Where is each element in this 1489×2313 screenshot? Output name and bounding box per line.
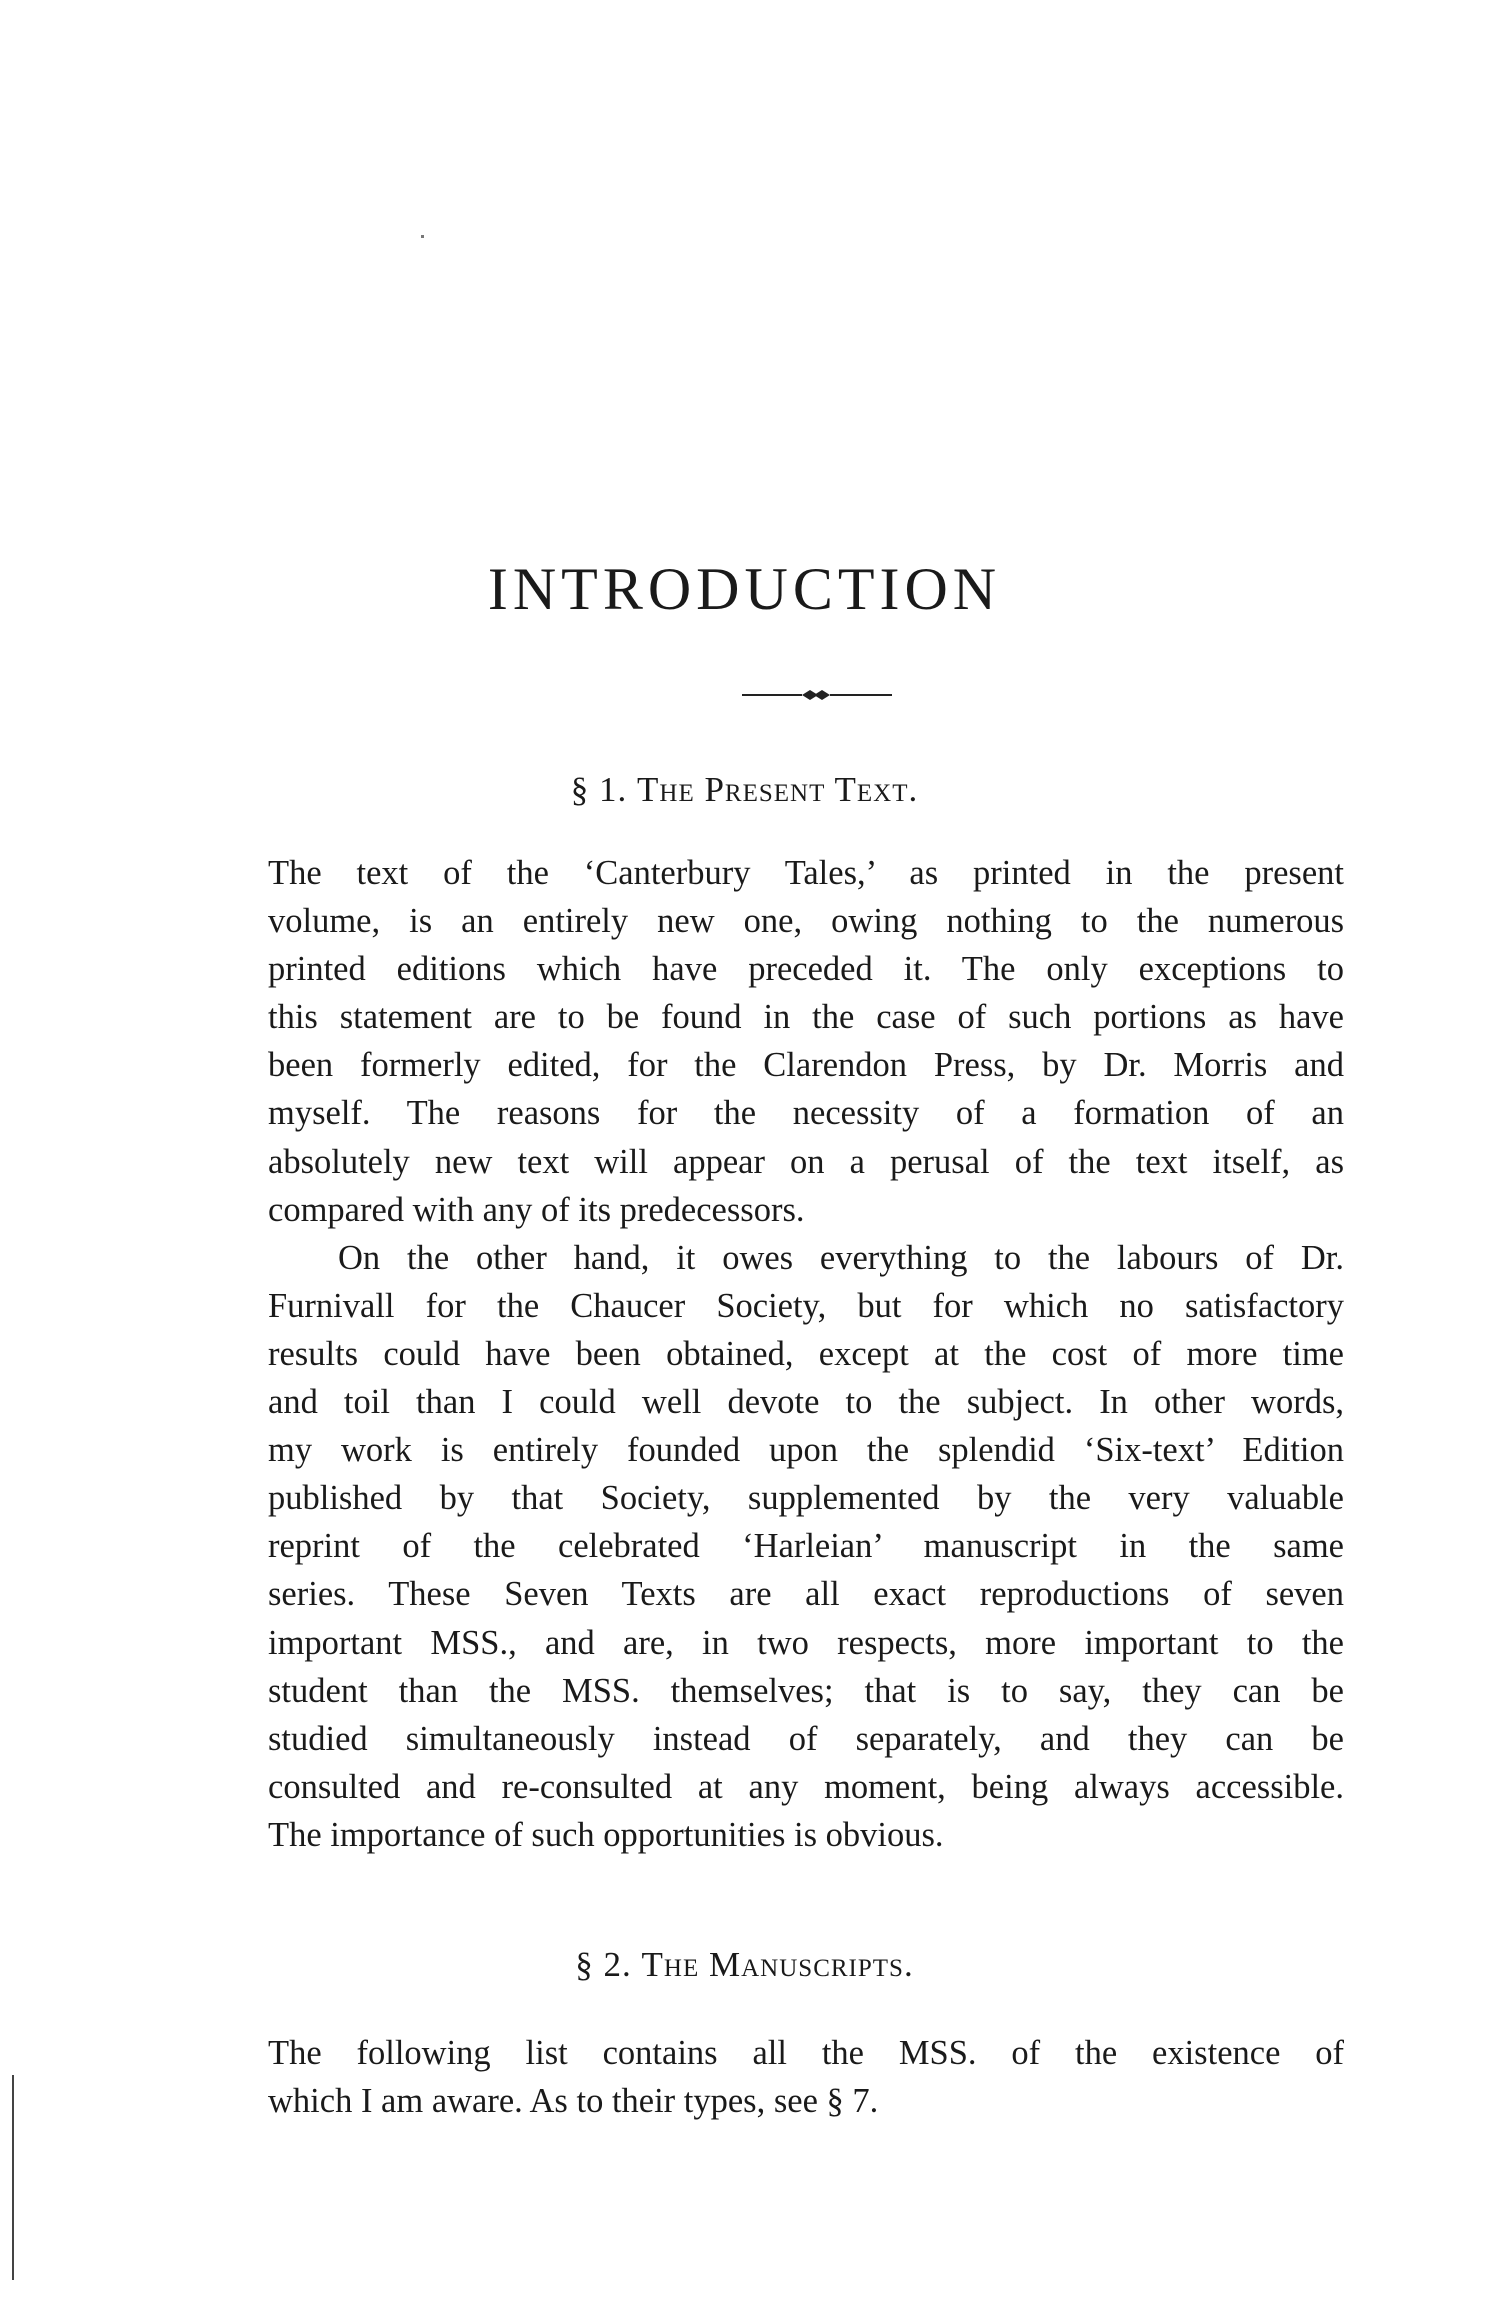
text-line: absolutely new text will appear on a perusal of the text itself, as (268, 1142, 1344, 1181)
text-line: Furnivall for the Chaucer Society, but for which no satisfactory (268, 1286, 1344, 1325)
section-1-body (268, 849, 1344, 1859)
text-line: this statement are to be found in the case of such portions as have (268, 998, 1344, 1037)
section-1-title: The Present Text. (637, 770, 919, 809)
scan-edge-mark (12, 2075, 14, 2280)
section-1-number: § 1. (570, 770, 628, 809)
section-2-heading (0, 1945, 1489, 1985)
text-line: reprint of the celebrated ‘Harleian’ manuscript in the same (268, 1527, 1344, 1566)
text-line: and toil than I could well devote to the subject. In other words, (268, 1383, 1344, 1422)
text-line: been formerly edited, for the Clarendon Press, by Dr. Morris and (268, 1046, 1344, 1085)
text-line: The following list contains all the MSS. of the existence of (268, 2034, 1344, 2072)
text-line: important MSS., and are, in two respects, more important to the (268, 1623, 1344, 1662)
text-line: On the other hand, it owes everything to the labours of Dr. (338, 1238, 1344, 1277)
text-line: published by that Society, supplemented by the very valuable (268, 1479, 1344, 1518)
ornament-divider (742, 688, 892, 702)
text-line: series. These Seven Texts are all exact reproductions of seven (268, 1575, 1344, 1614)
text-line: The text of the ‘Canterbury Tales,’ as printed in the present (268, 854, 1344, 892)
text-line: compared with any of its predecessors. (268, 1190, 805, 1229)
text-line: myself. The reasons for the necessity of a formation of an (268, 1094, 1344, 1133)
text-line: printed editions which have preceded it. The only exceptions to (268, 950, 1344, 989)
text-line: The importance of such opportunities is obvious. (268, 1815, 944, 1854)
text-line: my work is entirely founded upon the splendid ‘Six-text’ Edition (268, 1431, 1344, 1470)
text-line: student than the MSS. themselves; that is to say, they can be (268, 1671, 1344, 1710)
text-line: studied simultaneously instead of separately, and they can be (268, 1719, 1344, 1758)
text-line: results could have been obtained, except at the cost of more time (268, 1334, 1344, 1373)
page-title: INTRODUCTION (487, 556, 1002, 622)
section-1-heading (0, 770, 1489, 810)
scan-dot (421, 235, 424, 238)
text-line: volume, is an entirely new one, owing nothing to the numerous (268, 902, 1344, 941)
text-line: which I am aware. As to their types, see § 7. (268, 2082, 879, 2121)
section-2-number: § 2. (575, 1945, 632, 1984)
text-line: consulted and re-consulted at any moment, being always accessible. (268, 1767, 1344, 1806)
section-2-body (268, 2029, 1344, 2125)
section-2-title: The Manuscripts. (641, 1945, 914, 1984)
